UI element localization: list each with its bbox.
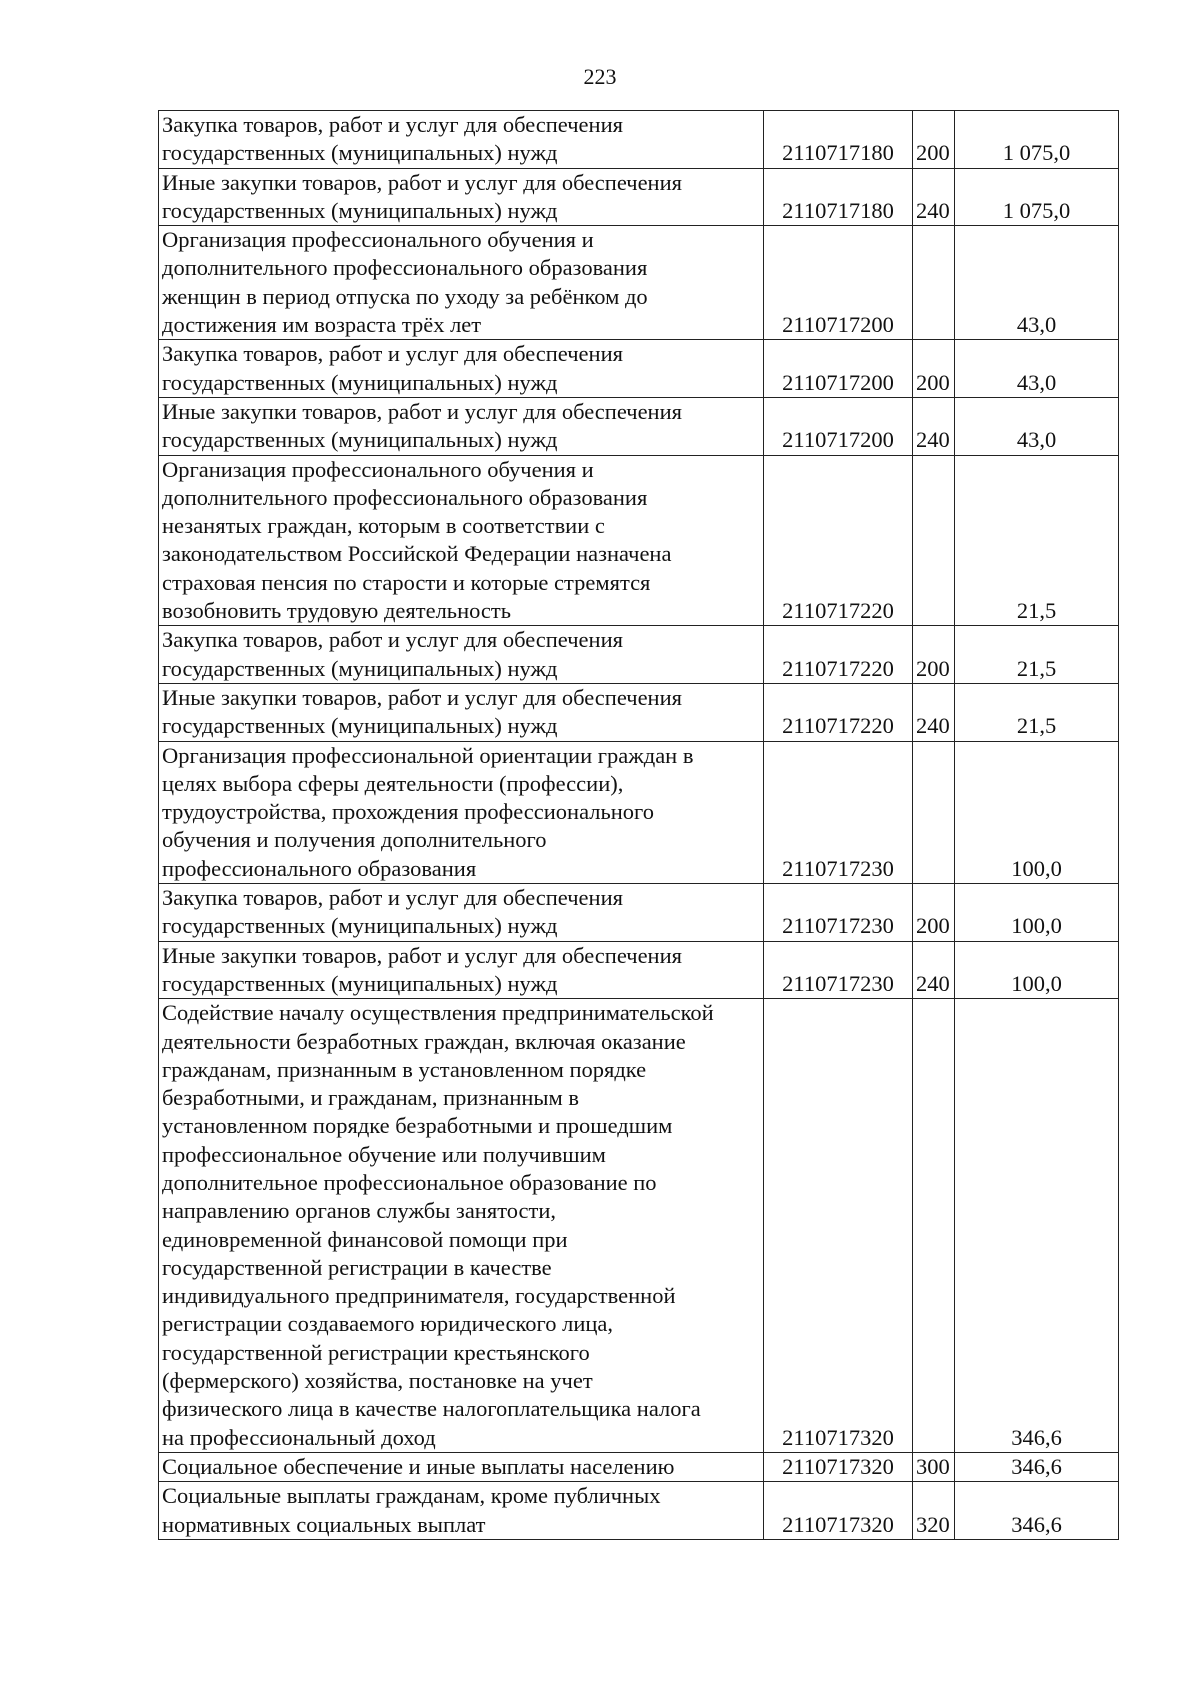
target-article-code: 2110717320 [764,1452,913,1481]
amount: 100,0 [955,884,1119,942]
amount: 21,5 [955,455,1119,626]
target-article-code: 2110717200 [764,340,913,398]
amount: 1 075,0 [955,111,1119,169]
expense-type-code [913,999,955,1453]
table-row [159,397,1119,455]
table-row [159,941,1119,999]
target-article-code: 2110717220 [764,455,913,626]
expense-type-code: 240 [913,168,955,226]
table-row [159,1482,1119,1540]
target-article-code: 2110717220 [764,626,913,684]
amount: 100,0 [955,741,1119,883]
table-row [159,626,1119,684]
amount: 43,0 [955,397,1119,455]
target-article-code: 2110717180 [764,168,913,226]
target-article-code: 2110717220 [764,683,913,741]
expense-type-code: 200 [913,111,955,169]
item-name: Социальное обеспечение и иные выплаты населению [159,1452,764,1481]
target-article-code: 2110717180 [764,111,913,169]
table-row [159,226,1119,340]
amount: 346,6 [955,1452,1119,1481]
table-row [159,683,1119,741]
table-row [159,1452,1119,1481]
expense-type-code: 200 [913,884,955,942]
target-article-code: 2110717200 [764,226,913,340]
item-name: Иные закупки товаров, работ и услуг для обеспечения государственных (муниципальных) нужд [159,683,764,741]
target-article-code: 2110717320 [764,999,913,1453]
target-article-code: 2110717320 [764,1482,913,1540]
expense-type-code: 240 [913,683,955,741]
amount: 100,0 [955,941,1119,999]
table-row [159,340,1119,398]
item-name: Закупка товаров, работ и услуг для обеспечения государственных (муниципальных) нужд [159,884,764,942]
amount: 346,6 [955,999,1119,1453]
table-row [159,455,1119,626]
amount: 1 075,0 [955,168,1119,226]
item-name: Иные закупки товаров, работ и услуг для обеспечения государственных (муниципальных) нужд [159,397,764,455]
expense-type-code [913,455,955,626]
item-name: Закупка товаров, работ и услуг для обеспечения государственных (муниципальных) нужд [159,626,764,684]
amount: 43,0 [955,226,1119,340]
target-article-code: 2110717230 [764,884,913,942]
item-name: Закупка товаров, работ и услуг для обеспечения государственных (муниципальных) нужд [159,340,764,398]
amount: 21,5 [955,683,1119,741]
item-name: Содействие началу осуществления предпринимательской деятельности безработных граждан, включая оказание гражданам, признанным в установленном порядке безработными, и гражданам, признанным в установленном порядке безработными и прошедшим профессиональное обучение или получившим дополнительное профессиональное образование по направлению органов службы занятости, единовременной финансовой помощи при государственной регистрации в качестве индивидуального предпринимателя, государственной регистрации создаваемого юридического лица, государственной регистрации крестьянского (фермерского) хозяйства, постановке на учет физического лица в качестве налогоплательщика налога на профессиональный доход [159,999,764,1453]
item-name: Организация профессионального обучения и дополнительного профессионального образования женщин в период отпуска по уходу за ребёнком до достижения им возраста трёх лет [159,226,764,340]
item-name: Иные закупки товаров, работ и услуг для обеспечения государственных (муниципальных) нужд [159,168,764,226]
amount: 346,6 [955,1482,1119,1540]
page-number: 223 [583,64,617,89]
target-article-code: 2110717230 [764,941,913,999]
item-name: Организация профессионального обучения и дополнительного профессионального образования незанятых граждан, которым в соответствии с законодательством Российской Федерации назначена страховая пенсия по старости и которые стремятся возобновить трудовую деятельность [159,455,764,626]
amount: 43,0 [955,340,1119,398]
item-name: Социальные выплаты гражданам, кроме публичных нормативных социальных выплат [159,1482,764,1540]
item-name: Иные закупки товаров, работ и услуг для обеспечения государственных (муниципальных) нужд [159,941,764,999]
expense-type-code [913,741,955,883]
expense-type-code: 200 [913,340,955,398]
table-row [159,168,1119,226]
amount: 21,5 [955,626,1119,684]
budget-table [158,110,1119,1540]
expense-type-code: 240 [913,397,955,455]
table-row [159,111,1119,169]
target-article-code: 2110717200 [764,397,913,455]
item-name: Организация профессиональной ориентации граждан в целях выбора сферы деятельности (профессии), трудоустройства, прохождения профессионального обучения и получения дополнительного профессионального образования [159,741,764,883]
table-row [159,741,1119,883]
expense-type-code: 200 [913,626,955,684]
expense-type-code: 320 [913,1482,955,1540]
expense-type-code [913,226,955,340]
table-row [159,884,1119,942]
target-article-code: 2110717230 [764,741,913,883]
expense-type-code: 300 [913,1452,955,1481]
expense-type-code: 240 [913,941,955,999]
table-row [159,999,1119,1453]
item-name: Закупка товаров, работ и услуг для обеспечения государственных (муниципальных) нужд [159,111,764,169]
